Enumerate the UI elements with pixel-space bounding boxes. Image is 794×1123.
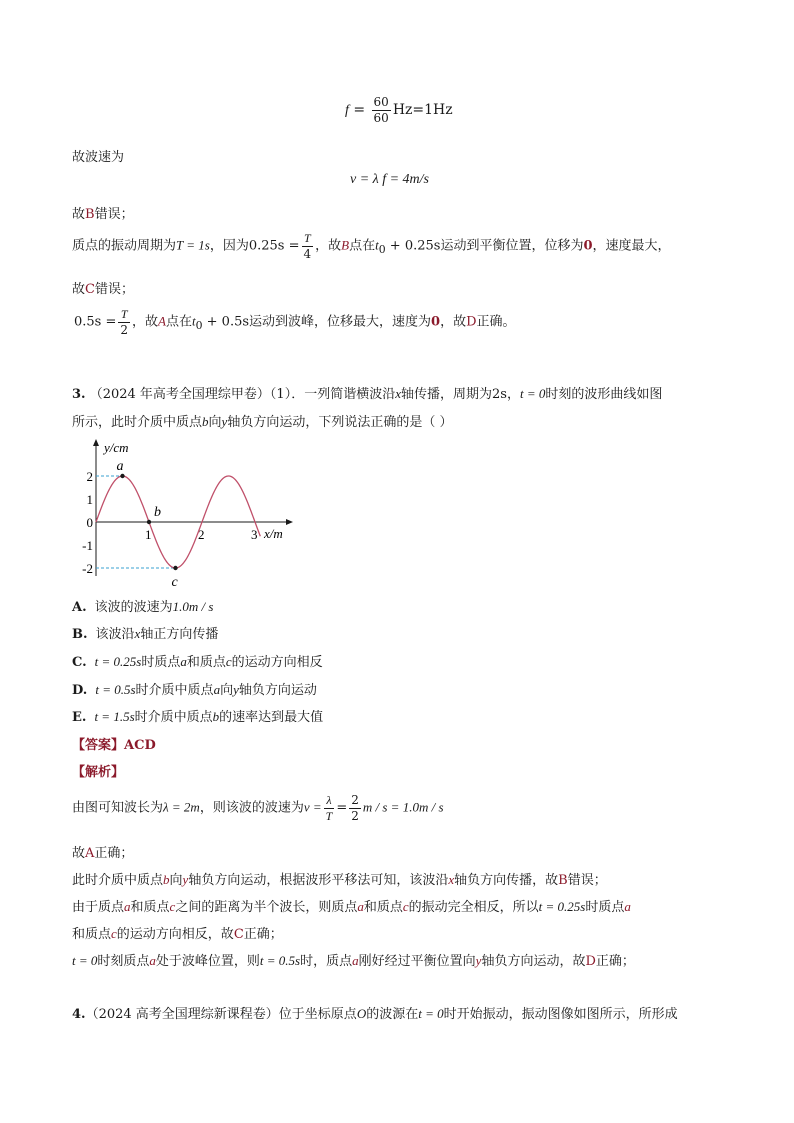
half-expr: 0.5s = [74,314,117,330]
answer-label: 【答案】 [72,738,125,753]
half-mid2: 点在 [165,314,192,330]
y-axis-label: y/cm [104,440,129,455]
x-tick-label: 3 [251,527,258,542]
half-zero: 0 [431,314,441,330]
l3-p1: 此时介质中质点 [72,873,164,888]
half-frac-den: 2 [120,322,129,337]
l3-y: y [182,872,189,887]
period-mid: ，故 [315,238,342,254]
x-axis-arrow [286,519,293,525]
option-c[interactable] [72,651,323,670]
period-zero: 0 [583,238,593,254]
x-tick-label: 1 [145,527,152,542]
lambda-eq: λ = 2m [163,799,200,815]
half-t0-tail: + 0.5s [202,314,250,330]
wave-point-label-b: b [154,505,161,520]
half-fraction [118,308,130,336]
option-d[interactable] [72,679,317,698]
l6-p1: 时刻质点 [97,954,150,969]
period-t0-tail: + 0.25s [385,238,441,254]
option-text-part: 该波的波速为 [94,600,173,615]
option-letter: C. [72,655,87,670]
half-tail3: 正确。 [476,314,516,330]
analysis-line3 [72,869,607,888]
option-text-part: 的运动方向相反 [231,655,323,670]
q4-text2: 的波源在 [366,1007,419,1022]
q3-line2-b: 向 [208,415,222,430]
q4-text1: 位于坐标原点 [278,1007,357,1022]
b-wrong-tail: 错误； [94,207,134,222]
q3-x: x [395,386,402,401]
period-t0-sub: 0 [378,243,386,257]
analysis-line4 [72,896,631,915]
b-wrong-line [72,203,134,222]
y-tick-label: 1 [86,492,93,507]
q3-period: 2s [492,387,507,402]
option-text-part: 1.0m / s [172,599,214,614]
option-text-part: b [212,709,220,724]
option-text-part: 该波沿 [95,627,135,642]
option-text-part: 轴负方向运动 [238,683,317,698]
wave-point-b [147,520,151,524]
option-text-part: y [233,682,239,697]
v-eq: v = [303,799,322,815]
analysis-line1-pre: 由图可知波长为 [72,800,164,816]
l4-p1: 由于质点 [72,900,125,915]
l4-p3: 之间的距离为半个波长，则质点 [175,900,358,915]
c-wrong-tail: 错误； [94,282,134,297]
y-tick-label: -2 [82,561,93,576]
q4-origin: O [356,1006,367,1021]
l4-t: t = 0.25s [538,899,586,914]
q4-number: 4. [72,1007,86,1022]
l4-c2: c [402,899,409,914]
y-tick-label: 0 [86,515,93,530]
option-text-part: t = 0.25s [94,654,142,669]
l3-p3: 轴负方向运动，根据波形平移法可知，该波沿 [188,873,449,888]
option-a[interactable] [72,596,213,615]
l5-p1: 和质点 [72,927,112,942]
option-text-part: 和质点 [186,655,226,670]
option-text-part: a [213,682,221,697]
a-letter: A [85,846,95,861]
period-because: ，因为 [209,238,249,254]
half-line [74,308,516,336]
q3-source: （2024 年高考全国理综甲卷）（1） [89,387,292,402]
q4-text3: 时开始振动，振动图像如图所示，所形成 [443,1007,678,1022]
option-text-part: x [134,626,141,641]
l4-p4: 和质点 [363,900,403,915]
v-tail: m / s = 1.0m / s [362,799,444,815]
l3-p5: 错误； [567,873,607,888]
period-pre: 质点的振动周期为 [72,238,177,254]
q3-line2-c: 轴负方向运动，下列说法正确的是（ ） [227,415,453,430]
q3-line2 [72,411,452,430]
q3-point-b: b [202,414,209,429]
y-axis-arrow [93,439,99,446]
q3-text2: 轴传播，周期为 [401,387,493,402]
period-value: T = 1s [176,237,210,253]
v-frac2-den: 2 [351,808,359,823]
v-fraction1 [324,794,335,822]
analysis-line1 [72,794,444,822]
f-numerator: 60 [373,95,389,109]
wave-point-label-a: a [116,459,124,474]
c-wrong-prefix: 故 [72,282,86,297]
l6-a: a [149,953,156,968]
option-text-part: 轴正方向传播 [140,627,219,642]
l6-p6: 正确； [595,954,635,969]
f-symbol: f [345,103,349,119]
a-correct-line [72,842,133,861]
l6-a2: a [352,953,359,968]
wave-point-a [120,474,124,478]
option-e[interactable] [72,706,323,725]
y-tick-label: -1 [82,538,93,553]
option-text-part: 的速率达到最大值 [219,710,324,725]
option-letter: A. [72,600,87,615]
period-frac-den: 4 [303,246,312,261]
half-t0-sub: 0 [195,319,203,333]
b-wrong-prefix: 故 [72,207,86,222]
l3-B: B [558,873,568,888]
period-t0: t [375,237,379,253]
q3-line2-a: 所示，此时介质中质点 [72,415,203,430]
option-text-part: t = 1.5s [94,709,135,724]
f-unit: Hz=1Hz [392,102,453,119]
l6-p5: 轴负方向运动，故 [481,954,586,969]
period-expr: 0.25s = [248,238,300,254]
l6-t0: t = 0 [72,953,98,968]
q3-t-zero: t = 0 [520,386,546,401]
l6-t: t = 0.5s [259,953,301,968]
option-text-part: 时介质中质点 [134,710,213,725]
analysis-label: 【解析】 [72,765,125,780]
v-frac1-den: T [325,808,333,823]
l3-x: x [448,872,455,887]
l6-D: D [585,954,596,969]
l5-c: c [111,926,117,941]
l6-p3: 时，质点 [300,954,353,969]
equals-sign: = [348,102,370,119]
l4-p6: 时质点 [585,900,625,915]
wave-point-label-c: c [171,575,178,590]
q3-y: y [221,414,228,429]
answer-value: ACD [124,738,156,753]
l6-p4: 刚好经过平衡位置向 [358,954,476,969]
x-tick-label: 2 [198,527,205,542]
l6-y: y [475,953,482,968]
half-tail2: ，故 [440,314,467,330]
option-text-part: t = 0.5s [95,682,136,697]
l4-p2: 和质点 [130,900,170,915]
analysis-line6 [72,950,635,969]
wave-graph [76,434,316,594]
f-denominator: 60 [373,110,389,125]
x-axis-label: x/m [264,526,283,541]
option-text-part: 向 [220,683,234,698]
q3-text1: ．一列简谐横波沿 [291,387,396,402]
v-fraction2 [349,794,361,822]
a-correct-tail: 正确； [94,846,134,861]
option-letter: D. [72,683,88,698]
option-letter: E. [72,710,87,725]
v-frac2-num: 2 [351,793,359,807]
q4-line1 [72,1003,678,1022]
l4-a: a [124,899,131,914]
period-point-b: B [341,237,350,253]
l5-p3: 正确； [243,927,283,942]
option-text-part: 时介质中质点 [135,683,214,698]
option-letter: B. [72,627,88,642]
l4-a2: a [357,899,364,914]
analysis-line5 [72,923,283,942]
a-correct-pre: 故 [72,846,86,861]
l6-p2: 处于波峰位置，则 [155,954,260,969]
half-mid: ，故 [132,314,159,330]
half-t0: t [192,313,196,329]
b-letter: B [85,207,95,222]
q3-text3: ， [506,387,520,402]
l5-p2: 的运动方向相反，故 [116,927,234,942]
period-line [72,232,671,260]
option-text-part: c [225,654,232,669]
l3-b: b [163,872,170,887]
v-formula: v = λ f = 4m/s [350,172,430,187]
f-fraction [372,96,391,124]
l5-C: C [233,927,244,942]
analysis-line1-mid: ，则该波的波速为 [199,800,304,816]
q4-source: （2024 高考全国理综新课程卷） [85,1007,279,1022]
q4-t: t = 0 [418,1006,444,1021]
l3-p4: 轴负方向传播，故 [454,873,559,888]
q3-text4: 时刻的波形曲线如图 [545,387,663,402]
q3-number: 3. [72,387,86,402]
l4-p5: 的振动完全相反，所以 [408,900,539,915]
option-text-part: 时质点 [141,655,181,670]
y-tick-label: 2 [86,469,93,484]
q3-line1 [72,383,662,402]
l3-p2: 向 [169,873,183,888]
half-frac-num: T [120,307,128,321]
period-tail2: ，速度最大， [592,238,671,254]
wave-point-c [173,566,177,570]
c-letter: C [85,282,95,297]
period-frac-num: T [303,231,311,245]
f-formula [345,96,453,124]
half-point-a: A [158,313,166,329]
option-text-part: a [180,654,187,669]
l4-c: c [169,899,176,914]
answer-line [72,734,156,753]
c-wrong-line [72,278,134,297]
option-b[interactable] [72,623,218,642]
half-d-letter: D [466,314,477,330]
half-tail: 运动到波峰，位移最大，速度为 [249,314,432,330]
l4-a3: a [624,899,631,914]
period-fraction [302,232,314,260]
period-tail: 运动到平衡位置，位移为 [440,238,584,254]
period-mid2: 点在 [349,238,376,254]
v-frac1-num: λ [326,793,332,807]
wave-speed-line: 故波速为 [72,150,125,165]
v-eq2: = [336,800,348,816]
